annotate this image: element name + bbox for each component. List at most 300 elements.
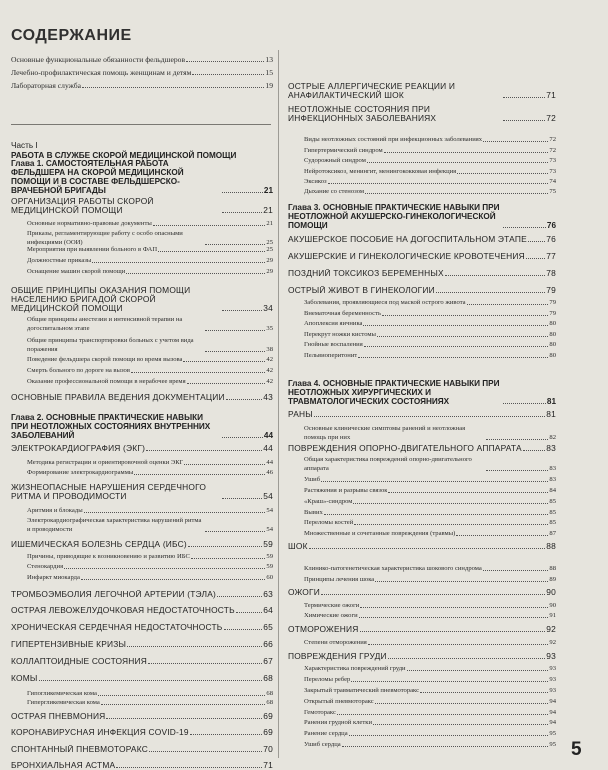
entry-title: СПОНТАННЫЙ ПНЕВМОТОРАКС xyxy=(11,745,148,754)
dot-leader xyxy=(523,450,546,451)
dot-leader xyxy=(365,193,548,194)
entry-title: ШОК xyxy=(288,542,308,551)
subsection-entry xyxy=(11,313,273,333)
dot-leader xyxy=(503,227,546,228)
dot-leader xyxy=(373,724,548,725)
section-entry xyxy=(11,392,273,402)
entry-title: Внематочная беременность xyxy=(304,310,381,317)
subsection-entry xyxy=(288,124,556,144)
dot-leader xyxy=(363,325,548,326)
chapter-entry xyxy=(11,159,273,195)
page-ref: 73 xyxy=(549,168,556,175)
subsection-entry xyxy=(288,145,556,155)
dot-leader xyxy=(222,498,263,499)
subsection-entry xyxy=(288,674,556,684)
entry-title: БРОНХИАЛЬНАЯ АСТМА xyxy=(11,761,116,770)
dot-leader xyxy=(222,192,263,193)
page-ref: 76 xyxy=(546,234,556,244)
dot-leader xyxy=(483,570,549,571)
dot-leader xyxy=(187,383,266,384)
page-ref: 44 xyxy=(263,443,273,453)
entry-title: Пельвиоперитонит xyxy=(304,352,358,359)
dot-leader xyxy=(528,241,545,242)
page-ref: 67 xyxy=(263,656,273,666)
dot-leader xyxy=(149,751,262,752)
entry-title: Открытый пневмоторакс xyxy=(304,698,374,705)
page-ref: 87 xyxy=(549,530,556,537)
entry-title: Клинико-патогенетическая характеристика шокового синдрома xyxy=(304,565,482,572)
dot-leader xyxy=(191,558,266,559)
page-ref: 77 xyxy=(546,251,556,261)
entry-title: Гипергликемическая кома xyxy=(27,699,100,706)
chapter-entry xyxy=(11,410,273,440)
section-entry xyxy=(288,541,556,551)
dot-leader xyxy=(126,273,265,274)
entry-title: Мероприятия при выявлении больного в ФАП xyxy=(27,246,158,253)
entry-title: Характеристика повреждений груди xyxy=(304,665,406,672)
entry-title: Нейротоксикоз, менингит, менингококковая инфекция xyxy=(304,168,457,175)
entry-title: Стенокардия xyxy=(27,563,64,570)
entry-title: Глава 1. САМОСТОЯТЕЛЬНАЯ РАБОТА ФЕЛЬДШЕРА НА СКОРОЙ МЕДИЦИНСКОЙ ПОМОЩИ И В СОСТАВЕ ФЕЛЬДШЕРСКО-ВРАЧЕБНОЙ БРИГАДЫ xyxy=(11,159,184,195)
section-entry xyxy=(11,711,273,721)
entry-title: Лабораторная служба xyxy=(11,81,82,90)
page-ref: 90 xyxy=(546,587,556,597)
subsection-entry xyxy=(288,297,556,307)
page-ref: 93 xyxy=(549,676,556,683)
entry-title: Множественные и сочетанные повреждения (травмы) xyxy=(304,530,456,537)
entry-title: Переломы костей xyxy=(304,519,354,526)
entry-title: Эксикоз xyxy=(304,178,327,185)
subsection-entry xyxy=(288,318,556,328)
entry-title: Дыхание со стенозом xyxy=(304,188,365,195)
page-ref: 81 xyxy=(546,409,556,419)
subsection-entry xyxy=(288,637,556,647)
dot-leader xyxy=(217,596,262,597)
dot-leader xyxy=(148,663,262,664)
page-ref: 63 xyxy=(263,589,273,599)
subsection-entry xyxy=(288,610,556,620)
entry-title: Заболевания, проявляющиеся под маской острого живота xyxy=(304,299,466,306)
entry-title: Апоплексия яичника xyxy=(304,320,363,327)
page-ref: 35 xyxy=(266,325,273,332)
dot-leader xyxy=(407,670,549,671)
dot-leader xyxy=(388,658,546,659)
entry-title: ОСТРЫЙ ЖИВОТ В ГИНЕКОЛОГИИ xyxy=(288,286,435,295)
page-ref: 73 xyxy=(549,157,556,164)
dot-leader xyxy=(503,97,545,98)
entry-title: Приказы, регламентирующие работу с особо опасными инфекциями (ООИ) xyxy=(27,230,183,246)
section-entry xyxy=(11,283,273,313)
page-ref: 15 xyxy=(265,68,273,77)
dot-leader xyxy=(188,546,262,547)
page-ref: 54 xyxy=(266,526,273,533)
page-ref: 25 xyxy=(266,246,273,253)
page-ref: 72 xyxy=(549,136,556,143)
entry-title: АКУШЕРСКИЕ И ГИНЕКОЛОГИЧЕСКИЕ КРОВОТЕЧЕНИЯ xyxy=(288,252,525,261)
subsection-entry xyxy=(288,685,556,695)
page-ref: 92 xyxy=(549,639,556,646)
dot-leader xyxy=(324,514,549,515)
entry-title: Ранения грудной клетки xyxy=(304,719,372,726)
dot-leader xyxy=(153,225,266,226)
dot-leader xyxy=(445,275,546,276)
toc-entry xyxy=(11,80,273,90)
section-entry xyxy=(11,443,273,453)
entry-title: Виды неотложных состояний при инфекционных заболеваниях xyxy=(304,136,483,143)
page-ref: 72 xyxy=(546,113,556,123)
page-ref: 95 xyxy=(549,741,556,748)
page-ref: 54 xyxy=(263,491,273,501)
subsection-entry xyxy=(288,329,556,339)
subsection-entry xyxy=(288,496,556,506)
dot-leader xyxy=(360,631,546,632)
subsection-entry xyxy=(288,728,556,738)
entry-title: Переломы ребер xyxy=(304,676,351,683)
subsection-entry xyxy=(288,350,556,360)
section-entry xyxy=(11,761,273,770)
page-ref: 80 xyxy=(549,352,556,359)
dot-leader xyxy=(205,351,265,352)
entry-title: Электрокардиографическая характеристика нарушений ритма и проводимости xyxy=(27,517,202,533)
subsection-entry xyxy=(288,696,556,706)
section-entry xyxy=(288,234,556,244)
subsection-entry xyxy=(288,507,556,517)
page-ref: 29 xyxy=(266,257,273,264)
section-entry xyxy=(288,103,556,123)
dot-leader xyxy=(457,173,548,174)
page-ref: 21 xyxy=(263,186,273,195)
page-ref: 70 xyxy=(263,744,273,754)
dot-leader xyxy=(354,524,548,525)
section-entry xyxy=(288,624,556,634)
entry-title: КОМЫ xyxy=(11,674,38,683)
page-ref: 68 xyxy=(266,699,273,706)
entry-title: Поведение фельдшера скорой помощи во время вызова xyxy=(27,356,183,363)
entry-title: ОСТРАЯ ЛЕВОЖЕЛУДОЧКОВАЯ НЕДОСТАТОЧНОСТЬ xyxy=(11,606,235,615)
page-ref: 71 xyxy=(546,90,556,100)
page-ref: 66 xyxy=(263,639,273,649)
entry-title: Основные нормативно-правовые документы xyxy=(27,220,152,227)
dot-leader xyxy=(186,61,264,62)
entry-title: Ушиб сердца xyxy=(304,741,341,748)
dot-leader xyxy=(190,734,263,735)
dot-leader xyxy=(486,470,548,471)
page-ref: 42 xyxy=(266,367,273,374)
entry-title: ЖИЗНЕОПАСНЫЕ НАРУШЕНИЯ СЕРДЕЧНОГО РИТМА И ПРОВОДИМОСТИ xyxy=(11,483,207,501)
page-title: СОДЕРЖАНИЕ xyxy=(11,27,132,44)
entry-title: Аритмия и блокады xyxy=(27,507,83,514)
page-ref: 71 xyxy=(263,760,273,770)
subsection-entry xyxy=(11,365,273,375)
dot-leader xyxy=(367,162,549,163)
dot-leader xyxy=(503,403,546,404)
entry-title: Общая характеристика повреждений опорно-двигательного аппарата xyxy=(304,456,472,472)
section-entry xyxy=(288,409,556,419)
dot-leader xyxy=(377,336,548,337)
section-entry xyxy=(11,622,273,632)
page-ref: 79 xyxy=(549,299,556,306)
subsection-entry xyxy=(288,663,556,673)
subsection-entry xyxy=(288,574,556,584)
page-ref: 80 xyxy=(549,341,556,348)
page-ref: 69 xyxy=(263,711,273,721)
entry-title: Перекрут ножки кистомы xyxy=(304,331,376,338)
dot-leader xyxy=(309,548,546,549)
entry-title: ОЖОГИ xyxy=(288,588,320,597)
dot-leader xyxy=(222,212,263,213)
section-entry xyxy=(288,251,556,261)
dot-leader xyxy=(375,703,549,704)
page-ref: 88 xyxy=(549,565,556,572)
dot-leader xyxy=(205,330,265,331)
section-entry xyxy=(11,727,273,737)
chapter-entry xyxy=(288,200,556,230)
page-ref: 46 xyxy=(266,469,273,476)
section-entry xyxy=(288,443,556,453)
page-ref: 42 xyxy=(266,356,273,363)
subsection-entry xyxy=(288,474,556,484)
entry-title: Гипертермический синдром xyxy=(304,147,383,154)
page-ref: 84 xyxy=(549,487,556,494)
entry-title: Гипогликемическая кома xyxy=(27,690,97,697)
page-ref: 89 xyxy=(549,576,556,583)
dot-leader xyxy=(349,735,549,736)
dot-leader xyxy=(456,535,548,536)
entry-title: ОБЩИЕ ПРИНЦИПЫ ОКАЗАНИЯ ПОМОЩИ НАСЕЛЕНИЮ БРИГАДОЙ СКОРОЙ МЕДИЦИНСКОЙ ПОМОЩИ xyxy=(11,286,191,313)
page-ref: 29 xyxy=(266,268,273,275)
entry-title: Гнойные воспаления xyxy=(304,341,363,348)
subsection-entry xyxy=(288,717,556,727)
dot-leader xyxy=(183,361,265,362)
page-ref: 79 xyxy=(546,285,556,295)
subsection-entry xyxy=(288,739,556,749)
page-ref: 79 xyxy=(549,310,556,317)
entry-title: Общие принципы анестезии и интенсивной терапии на догоспитальном этапе xyxy=(27,316,183,332)
page-ref: 42 xyxy=(266,378,273,385)
dot-leader xyxy=(116,767,262,768)
page-ref: 59 xyxy=(266,563,273,570)
page-ref: 65 xyxy=(263,622,273,632)
page-ref: 68 xyxy=(266,690,273,697)
page-ref: 59 xyxy=(266,553,273,560)
section-entry xyxy=(11,605,273,615)
dot-leader xyxy=(222,437,263,438)
subsection-entry xyxy=(11,467,273,477)
page-ref: 93 xyxy=(549,665,556,672)
entry-title: Глава 4. ОСНОВНЫЕ ПРАКТИЧЕСКИЕ НАВЫКИ ПРИ НЕОТЛОЖНЫХ ХИРУРГИЧЕСКИХ И ТРАВМАТОЛОГИЧЕСКИХ СОСТОЯНИЯХ xyxy=(288,379,500,406)
dot-leader xyxy=(467,304,549,305)
entry-title: Методика регистрации и ориентировочной оценки ЭКГ xyxy=(27,459,184,466)
page-ref: 85 xyxy=(549,509,556,516)
page-ref: 91 xyxy=(549,612,556,619)
dot-leader xyxy=(503,120,545,121)
page-ref: 19 xyxy=(265,81,273,90)
subsection-entry xyxy=(288,707,556,717)
page-ref: 93 xyxy=(546,651,556,661)
page-number: 5 xyxy=(571,739,582,760)
entry-title: Ушиб xyxy=(304,476,321,483)
subsection-entry xyxy=(288,155,556,165)
page-ref: 88 xyxy=(546,541,556,551)
toc-entry xyxy=(11,67,273,77)
entry-title: Инфаркт миокарда xyxy=(27,574,80,581)
dot-leader xyxy=(184,464,265,465)
subsection-entry xyxy=(11,561,273,571)
dot-leader xyxy=(483,141,548,142)
page-ref: 83 xyxy=(549,476,556,483)
section-entry xyxy=(288,651,556,661)
subsection-entry xyxy=(11,457,273,467)
page-ref: 94 xyxy=(549,709,556,716)
page-ref: 34 xyxy=(263,303,273,313)
dot-leader xyxy=(101,704,266,705)
entry-title: ОРГАНИЗАЦИЯ РАБОТЫ СКОРОЙ МЕДИЦИНСКОЙ ПОМОЩИ xyxy=(11,197,154,215)
subsection-entry xyxy=(11,551,273,561)
page-ref: 68 xyxy=(263,673,273,683)
part-title: РАБОТА В СЛУЖБЕ СКОРОЙ МЕДИЦИНСКОЙ ПОМОЩИ xyxy=(11,151,237,160)
subsection-entry xyxy=(11,354,273,364)
section-entry xyxy=(11,639,273,649)
subsection-entry xyxy=(11,697,273,707)
entry-title: Смерть больного по дороге на вызов xyxy=(27,367,130,374)
page-ref: 43 xyxy=(263,392,273,402)
dot-leader xyxy=(127,646,262,647)
page-ref: 74 xyxy=(549,178,556,185)
entry-title: АКУШЕРСКОЕ ПОСОБИЕ НА ДОГОСПИТАЛЬНОМ ЭТАПЕ xyxy=(288,235,527,244)
dot-leader xyxy=(81,579,265,580)
page-ref: 75 xyxy=(549,188,556,195)
section-entry xyxy=(288,268,556,278)
page-ref: 83 xyxy=(546,443,556,453)
dot-leader xyxy=(192,74,264,75)
entry-title: ОСНОВНЫЕ ПРАВИЛА ВЕДЕНИЯ ДОКУМЕНТАЦИИ xyxy=(11,393,225,402)
entry-title: ЭЛЕКТРОКАРДИОГРАФИЯ (ЭКГ) xyxy=(11,444,146,453)
toc-entry xyxy=(11,54,273,64)
dot-leader xyxy=(375,581,548,582)
page-ref: 38 xyxy=(266,346,273,353)
part-number: Часть I xyxy=(11,141,38,150)
dot-leader xyxy=(384,152,549,153)
dot-leader xyxy=(131,372,265,373)
page-ref: 69 xyxy=(263,727,273,737)
page-ref: 92 xyxy=(546,624,556,634)
page-ref: 85 xyxy=(549,498,556,505)
front-matter-divider xyxy=(11,124,271,125)
page-ref: 60 xyxy=(266,574,273,581)
dot-leader xyxy=(82,87,264,88)
dot-leader xyxy=(224,629,263,630)
entry-title: Глава 3. ОСНОВНЫЕ ПРАКТИЧЕСКИЕ НАВЫКИ ПРИ НЕОТЛОЖНОЙ АКУШЕРСКО-ГИНЕКОЛОГИЧЕСКОЙ ПОМОЩИ xyxy=(288,203,500,230)
entry-title: Судорожный синдром xyxy=(304,157,366,164)
section-entry xyxy=(11,539,273,549)
entry-title: Гемоторакс xyxy=(304,709,336,716)
page-ref: 78 xyxy=(546,268,556,278)
page-ref: 72 xyxy=(549,147,556,154)
subsection-entry xyxy=(288,308,556,318)
dot-leader xyxy=(321,481,548,482)
subsection-entry xyxy=(11,572,273,582)
subsection-entry xyxy=(11,514,273,534)
entry-title: Основные клинические симптомы ранений и неотложная помощь при них xyxy=(304,425,466,441)
chapter-entry xyxy=(288,376,556,406)
subsection-entry xyxy=(288,485,556,495)
dot-leader xyxy=(364,346,549,347)
page-ref: 76 xyxy=(546,221,556,230)
entry-title: Оказание профессиональной помощи в нерабочее время xyxy=(27,378,186,385)
page-ref: 64 xyxy=(263,605,273,615)
entry-title: ТРОМБОЭМБОЛИЯ ЛЕГОЧНОЙ АРТЕРИИ (ТЭЛА) xyxy=(11,590,216,599)
dot-leader xyxy=(98,695,265,696)
entry-title: НЕОТЛОЖНЫЕ СОСТОЯНИЯ ПРИ ИНФЕКЦИОННЫХ ЗАБОЛЕВАНИЯХ xyxy=(288,105,437,123)
page-ref: 94 xyxy=(549,719,556,726)
entry-title: «Краш»-синдром xyxy=(304,498,353,505)
dot-leader xyxy=(314,416,545,417)
entry-title: Вывих xyxy=(304,509,323,516)
entry-title: Химические ожоги xyxy=(304,612,358,619)
dot-leader xyxy=(360,607,548,608)
entry-title: ПОВРЕЖДЕНИЯ ГРУДИ xyxy=(288,652,387,661)
page-ref: 81 xyxy=(546,397,556,406)
subsection-entry xyxy=(288,453,556,473)
subsection-entry xyxy=(288,176,556,186)
column-divider xyxy=(278,50,279,758)
section-entry xyxy=(11,656,273,666)
section-entry xyxy=(11,744,273,754)
dot-leader xyxy=(39,680,263,681)
dot-leader xyxy=(84,512,266,513)
entry-title: ПОЗДНИЙ ТОКСИКОЗ БЕРЕМЕННЫХ xyxy=(288,269,444,278)
page-ref: 54 xyxy=(266,507,273,514)
entry-title: ОТМОРОЖЕНИЯ xyxy=(288,625,359,634)
section-entry xyxy=(11,481,273,501)
subsection-entry xyxy=(11,376,273,386)
dot-leader xyxy=(486,439,548,440)
page-ref: 21 xyxy=(266,220,273,227)
page-ref: 90 xyxy=(549,602,556,609)
section-entry xyxy=(11,589,273,599)
dot-leader xyxy=(222,310,263,311)
page-ref: 82 xyxy=(549,434,556,441)
entry-title: Основные функциональные обязанности фельдшеров xyxy=(11,55,186,64)
dot-leader xyxy=(368,644,549,645)
entry-title: КОЛЛАПТОИДНЫЕ СОСТОЯНИЯ xyxy=(11,657,148,666)
subsection-entry xyxy=(288,186,556,196)
page-ref: 44 xyxy=(263,431,273,440)
dot-leader xyxy=(382,315,548,316)
subsection-entry xyxy=(288,422,556,442)
entry-title: ОСТРАЯ ПНЕВМОНИЯ xyxy=(11,712,106,721)
section-entry xyxy=(288,80,556,100)
part-heading xyxy=(11,141,273,161)
entry-title: ИШЕМИЧЕСКАЯ БОЛЕЗНЬ СЕРДЦА (ИБС) xyxy=(11,540,187,549)
section-entry xyxy=(11,673,273,683)
section-entry xyxy=(288,587,556,597)
page-ref: 13 xyxy=(265,55,273,64)
entry-title: Должностные приказы xyxy=(27,257,92,264)
entry-title: ХРОНИЧЕСКАЯ СЕРДЕЧНАЯ НЕДОСТАТОЧНОСТЬ xyxy=(11,623,223,632)
entry-title: КОРОНАВИРУСНАЯ ИНФЕКЦИЯ COVID-19 xyxy=(11,728,189,737)
entry-title: Формирование электрокардиограммы xyxy=(27,469,134,476)
dot-leader xyxy=(236,612,263,613)
page-ref: 25 xyxy=(266,239,273,246)
entry-title: Закрытый травматический пневмоторакс xyxy=(304,687,420,694)
page-ref: 83 xyxy=(549,465,556,472)
subsection-entry xyxy=(288,166,556,176)
entry-title: Термические ожоги xyxy=(304,602,360,609)
dot-leader xyxy=(358,357,548,358)
dot-leader xyxy=(328,183,549,184)
entry-title: Принципы лечения шока xyxy=(304,576,375,583)
